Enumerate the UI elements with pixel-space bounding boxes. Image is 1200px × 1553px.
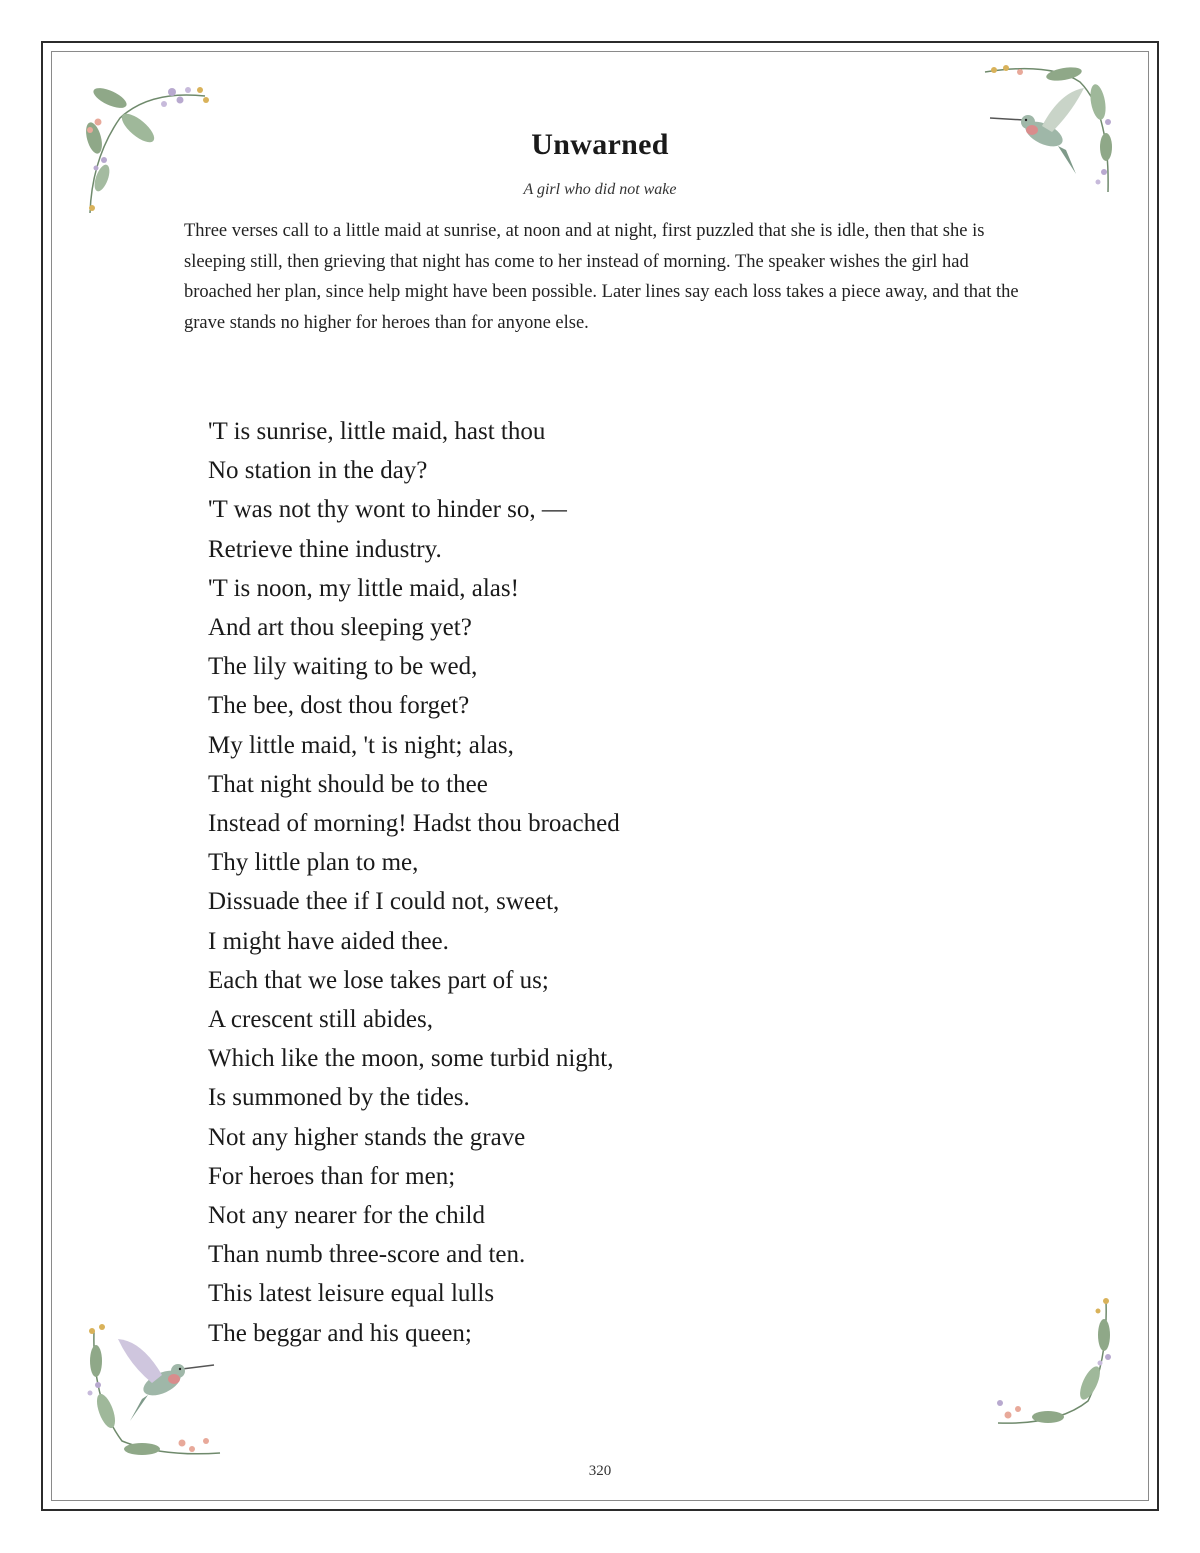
poem-line: Retrieve thine industry.	[208, 535, 442, 563]
poem-line: Not any nearer for the child	[208, 1202, 485, 1230]
poem-subtitle: A girl who did not wake	[523, 181, 677, 198]
page-number: 320	[588, 1463, 612, 1479]
poem-line: 'T is sunrise, little maid, hast thou	[208, 418, 546, 445]
poem-line: And art thou sleeping yet?	[208, 614, 472, 642]
poem-line: 'T is noon, my little maid, alas!	[208, 574, 519, 602]
poem-line: My little maid, 't is night; alas,	[208, 731, 514, 759]
poem-line: Dissuade thee if I could not, sweet,	[208, 888, 560, 916]
poem-line: Not any higher stands the grave	[208, 1123, 526, 1151]
poem-line: For heroes than for men;	[208, 1162, 456, 1190]
poem-line: A crescent still abides,	[208, 1006, 433, 1034]
poem-line: The beggar and his queen;	[208, 1319, 472, 1347]
poem-line: I might have aided thee.	[208, 927, 449, 955]
poem-line: Each that we lose takes part of us;	[208, 966, 549, 994]
poem-line: The bee, dost thou forget?	[208, 692, 470, 720]
poem-body	[208, 412, 620, 1353]
poem-line: That night should be to thee	[208, 770, 488, 798]
poem-line: Instead of morning! Hadst thou broached	[208, 810, 620, 838]
poem-title: Unwarned	[531, 128, 669, 161]
poem-line: Than numb three-score and ten.	[208, 1241, 526, 1269]
hummingbird-floral-corner-icon	[82, 1321, 222, 1461]
poem-line: The lily waiting to be wed,	[208, 653, 478, 681]
poem-line: Is summoned by the tides.	[208, 1084, 470, 1112]
poem-line: This latest leisure equal lulls	[208, 1280, 495, 1308]
poem-summary: Three verses call to a little maid at sunrise, at noon and at night, first puzzled that she is idle, then that she is sleeping still, then grieving that night has come to her instead of morning. The speaker wishes the girl had broached her plan, since help might have been possible. Later lines say each loss takes a piece away, and that the grave stands no higher for heroes than for anyone else.	[184, 221, 1019, 334]
poem-line: Thy little plan to me,	[208, 849, 419, 877]
poem-line: No station in the day?	[208, 457, 428, 485]
floral-corner-icon	[978, 1291, 1118, 1431]
poem-line: Which like the moon, some turbid night,	[208, 1045, 614, 1073]
poem-line: 'T was not thy wont to hinder so, —	[208, 496, 567, 524]
